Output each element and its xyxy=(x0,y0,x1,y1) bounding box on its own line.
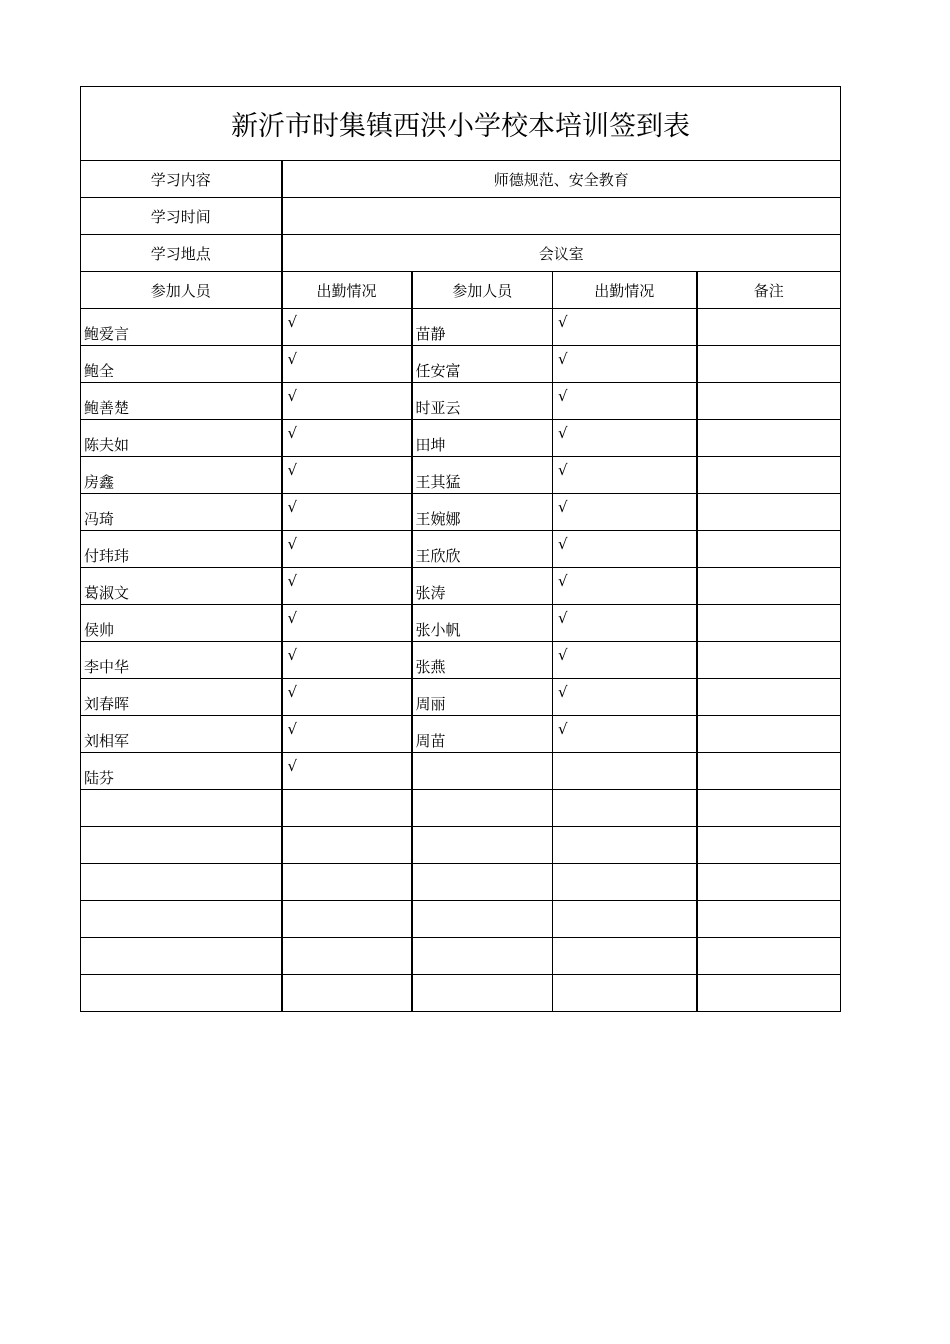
attendance-mark-1-cell xyxy=(282,642,412,679)
attendance-mark-2-cell xyxy=(553,642,697,679)
attendance-mark-2: √ xyxy=(558,683,568,701)
participant-name-2: 苗静 xyxy=(415,325,446,343)
participant-name-2: 田坤 xyxy=(415,436,446,454)
participant-name-1-cell xyxy=(81,716,282,753)
attendance-mark-2-cell xyxy=(553,346,697,383)
participant-name-1-cell xyxy=(81,679,282,716)
participant-name-2: 王欣欣 xyxy=(415,547,461,565)
participant-name-1-cell xyxy=(81,383,282,420)
remarks-cell-cell xyxy=(697,457,841,494)
participant-name-2-cell xyxy=(412,790,553,827)
participant-name-1: 陆芬 xyxy=(84,769,115,787)
table-row xyxy=(81,679,841,716)
attendance-mark-2: √ xyxy=(558,387,568,405)
table-row xyxy=(81,975,841,1012)
attendance-mark-2: √ xyxy=(558,313,568,331)
attendance-mark-1-cell xyxy=(282,975,412,1012)
remarks-cell-cell xyxy=(697,901,841,938)
participant-name-1-cell xyxy=(81,753,282,790)
participant-name-2: 张小帆 xyxy=(415,621,461,639)
attendance-mark-1: √ xyxy=(287,683,298,701)
attendance-mark-2: √ xyxy=(558,535,568,553)
participant-name-1-cell xyxy=(81,420,282,457)
table-row xyxy=(81,420,841,457)
attendance-mark-2: √ xyxy=(558,646,568,664)
attendance-mark-1-cell xyxy=(282,383,412,420)
attendance-mark-1: √ xyxy=(287,757,298,775)
sign-in-sheet xyxy=(80,86,840,1012)
attendance-mark-1-cell xyxy=(282,827,412,864)
participant-name-2-cell xyxy=(412,679,553,716)
attendance-mark-2-cell xyxy=(553,753,697,790)
attendance-mark-1: √ xyxy=(287,387,298,405)
participant-name-1-cell xyxy=(81,457,282,494)
participant-name-2-cell xyxy=(412,531,553,568)
info-value-content: 师德规范、安全教育 xyxy=(282,161,841,198)
header-remarks: 备注 xyxy=(697,272,841,309)
participant-name-2-cell xyxy=(412,494,553,531)
attendance-mark-2: √ xyxy=(558,461,568,479)
participant-name-2-cell xyxy=(412,346,553,383)
attendance-mark-1: √ xyxy=(287,720,298,738)
attendance-mark-1: √ xyxy=(287,535,298,553)
attendance-mark-1-cell xyxy=(282,568,412,605)
attendance-mark-1-cell xyxy=(282,346,412,383)
remarks-cell-cell xyxy=(697,568,841,605)
attendance-mark-1: √ xyxy=(287,646,298,664)
participant-name-1: 刘相军 xyxy=(84,732,130,750)
attendance-mark-1: √ xyxy=(287,313,298,331)
participant-name-1-cell xyxy=(81,642,282,679)
attendance-mark-2-cell xyxy=(553,531,697,568)
participant-name-1-cell xyxy=(81,975,282,1012)
participant-name-2: 张涛 xyxy=(415,584,446,602)
participant-name-1-cell xyxy=(81,938,282,975)
attendance-mark-2-cell xyxy=(553,864,697,901)
header-participant-2: 参加人员 xyxy=(412,272,553,309)
participant-name-1-cell xyxy=(81,568,282,605)
participant-name-2-cell xyxy=(412,827,553,864)
attendance-mark-1-cell xyxy=(282,457,412,494)
participant-name-1-cell xyxy=(81,901,282,938)
info-label-content: 学习内容 xyxy=(81,161,282,198)
remarks-cell-cell xyxy=(697,605,841,642)
participant-name-2: 任安富 xyxy=(415,362,461,380)
attendance-mark-2: √ xyxy=(558,720,568,738)
table-row xyxy=(81,716,841,753)
participant-name-2: 张燕 xyxy=(415,658,446,676)
participant-name-2-cell xyxy=(412,901,553,938)
participant-name-2: 周丽 xyxy=(415,695,446,713)
participant-name-1: 房鑫 xyxy=(84,473,115,491)
attendance-mark-2-cell xyxy=(553,901,697,938)
remarks-cell-cell xyxy=(697,938,841,975)
remarks-cell-cell xyxy=(697,716,841,753)
attendance-mark-2-cell xyxy=(553,568,697,605)
table-row xyxy=(81,494,841,531)
info-label-location: 学习地点 xyxy=(81,235,282,272)
attendance-mark-1: √ xyxy=(287,461,298,479)
attendance-mark-1-cell xyxy=(282,531,412,568)
remarks-cell-cell xyxy=(697,420,841,457)
attendance-mark-2-cell xyxy=(553,975,697,1012)
participant-name-2-cell xyxy=(412,975,553,1012)
attendance-mark-1: √ xyxy=(287,350,298,368)
participant-name-2-cell xyxy=(412,716,553,753)
participant-name-2: 周苗 xyxy=(415,732,446,750)
participant-name-2-cell xyxy=(412,938,553,975)
table-row xyxy=(81,457,841,494)
participant-name-2-cell xyxy=(412,642,553,679)
attendance-mark-1-cell xyxy=(282,605,412,642)
remarks-cell-cell xyxy=(697,790,841,827)
participant-name-1: 陈夫如 xyxy=(84,436,130,454)
participant-name-1: 鲍爱言 xyxy=(84,325,130,343)
participant-name-2-cell xyxy=(412,457,553,494)
attendance-mark-2-cell xyxy=(553,679,697,716)
participant-name-1: 鲍善楚 xyxy=(84,399,130,417)
attendance-mark-2: √ xyxy=(558,498,568,516)
participant-name-2-cell xyxy=(412,753,553,790)
table-row xyxy=(81,827,841,864)
attendance-mark-1: √ xyxy=(287,609,298,627)
participant-name-2: 时亚云 xyxy=(415,399,461,417)
table-row xyxy=(81,346,841,383)
attendance-mark-2: √ xyxy=(558,424,568,442)
participant-name-1-cell xyxy=(81,531,282,568)
table-row xyxy=(81,383,841,420)
attendance-mark-1-cell xyxy=(282,309,412,346)
table-row xyxy=(81,790,841,827)
table-row xyxy=(81,531,841,568)
attendance-mark-2-cell xyxy=(553,938,697,975)
remarks-cell-cell xyxy=(697,383,841,420)
info-label-time: 学习时间 xyxy=(81,198,282,235)
table-row xyxy=(81,309,841,346)
participant-name-1-cell xyxy=(81,309,282,346)
attendance-mark-2-cell xyxy=(553,383,697,420)
sheet-title: 新沂市时集镇西洪小学校本培训签到表 xyxy=(81,87,841,161)
table-row xyxy=(81,605,841,642)
info-value-time xyxy=(282,198,841,235)
table-row xyxy=(81,938,841,975)
participant-name-1-cell xyxy=(81,790,282,827)
participant-name-1: 鲍全 xyxy=(84,362,115,380)
attendance-mark-1: √ xyxy=(287,424,298,442)
attendance-mark-2-cell xyxy=(553,309,697,346)
remarks-cell-cell xyxy=(697,753,841,790)
participant-name-1: 刘春晖 xyxy=(84,695,130,713)
remarks-cell-cell xyxy=(697,642,841,679)
attendance-mark-1-cell xyxy=(282,420,412,457)
attendance-mark-1-cell xyxy=(282,938,412,975)
participant-name-1-cell xyxy=(81,346,282,383)
attendance-mark-1-cell xyxy=(282,494,412,531)
participant-name-1-cell xyxy=(81,605,282,642)
remarks-cell-cell xyxy=(697,864,841,901)
attendance-mark-1-cell xyxy=(282,716,412,753)
participant-name-1-cell xyxy=(81,864,282,901)
participant-name-2: 王其猛 xyxy=(415,473,461,491)
attendance-mark-2-cell xyxy=(553,605,697,642)
remarks-cell-cell xyxy=(697,827,841,864)
remarks-cell-cell xyxy=(697,494,841,531)
table-row xyxy=(81,642,841,679)
participant-name-2-cell xyxy=(412,568,553,605)
attendance-mark-2: √ xyxy=(558,609,568,627)
header-participant-1: 参加人员 xyxy=(81,272,282,309)
attendance-mark-2-cell xyxy=(553,457,697,494)
attendance-mark-2: √ xyxy=(558,572,568,590)
header-attendance-1: 出勤情况 xyxy=(282,272,412,309)
attendance-mark-2-cell xyxy=(553,790,697,827)
attendance-mark-2-cell xyxy=(553,827,697,864)
attendance-mark-1: √ xyxy=(287,572,298,590)
participant-name-1: 侯帅 xyxy=(84,621,115,639)
remarks-cell-cell xyxy=(697,346,841,383)
attendance-mark-2: √ xyxy=(558,350,568,368)
participant-name-2: 王婉娜 xyxy=(415,510,461,528)
participant-name-1-cell xyxy=(81,827,282,864)
info-value-location: 会议室 xyxy=(282,235,841,272)
participant-name-1-cell xyxy=(81,494,282,531)
attendance-mark-1-cell xyxy=(282,901,412,938)
participant-name-1: 葛淑文 xyxy=(84,584,130,602)
table-row xyxy=(81,753,841,790)
sign-in-table xyxy=(80,86,841,1012)
table-row xyxy=(81,901,841,938)
table-row xyxy=(81,864,841,901)
attendance-mark-2-cell xyxy=(553,420,697,457)
attendance-mark-1-cell xyxy=(282,864,412,901)
participant-name-1: 付玮玮 xyxy=(84,547,130,565)
participant-name-1: 李中华 xyxy=(84,658,130,676)
participant-name-2-cell xyxy=(412,605,553,642)
remarks-cell-cell xyxy=(697,531,841,568)
remarks-cell-cell xyxy=(697,679,841,716)
participant-name-1: 冯琦 xyxy=(84,510,115,528)
attendance-mark-1-cell xyxy=(282,679,412,716)
table-row xyxy=(81,568,841,605)
participant-name-2-cell xyxy=(412,383,553,420)
attendance-mark-2-cell xyxy=(553,716,697,753)
attendance-mark-1-cell xyxy=(282,790,412,827)
attendance-mark-1: √ xyxy=(287,498,298,516)
participant-name-2-cell xyxy=(412,420,553,457)
remarks-cell-cell xyxy=(697,309,841,346)
attendance-mark-1-cell xyxy=(282,753,412,790)
participant-name-2-cell xyxy=(412,309,553,346)
header-attendance-2: 出勤情况 xyxy=(553,272,697,309)
participant-name-2-cell xyxy=(412,864,553,901)
attendance-mark-2-cell xyxy=(553,494,697,531)
remarks-cell-cell xyxy=(697,975,841,1012)
